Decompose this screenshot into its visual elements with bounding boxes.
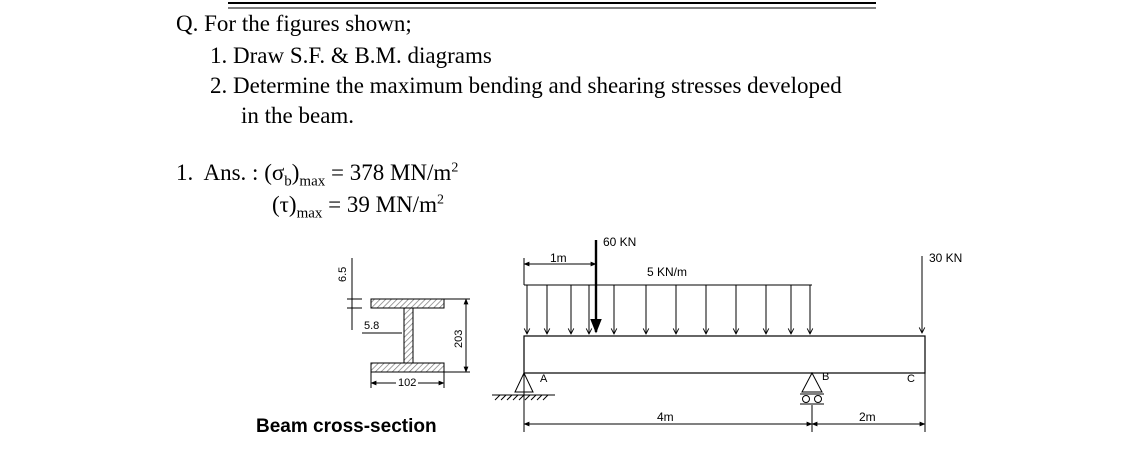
dim-flange-label: 6.5 — [337, 266, 349, 282]
item-number: 2. — [210, 73, 228, 98]
max-sub: max — [296, 205, 323, 222]
item-text: Draw S.F. & B.M. diagrams — [233, 43, 492, 68]
support-b-label: B — [822, 371, 830, 383]
item-text: Determine the maximum bending and shearing stresses developed — [233, 73, 842, 98]
dim-depth-label: 203 — [453, 329, 465, 348]
question-item-1 — [210, 43, 492, 69]
question-item-2-continued: in the beam. — [241, 103, 355, 128]
load-30-label: 30 KN — [929, 251, 963, 265]
dim-4m-label: 4m — [657, 410, 674, 424]
dim-web-label: 5.8 — [364, 320, 380, 332]
sigma-symbol: (σ — [264, 160, 285, 185]
dim-2m-label: 2m — [859, 410, 876, 424]
answer-label: Ans. : — [203, 160, 259, 185]
question-item-2 — [210, 73, 842, 99]
dim-1m-label: 1m — [550, 251, 567, 265]
item-number: 1. — [210, 43, 228, 68]
udl-label: 5 KN/m — [647, 265, 688, 279]
answer-number: 1. — [176, 160, 194, 185]
support-a-label: A — [540, 373, 548, 385]
beam-diagram — [492, 240, 925, 432]
support-b-roller — [800, 373, 824, 404]
beam-body — [524, 336, 925, 373]
udl-arrows — [527, 285, 810, 334]
answer-bending — [176, 160, 458, 191]
answer-shear — [272, 192, 444, 223]
shear-value: = 39 MN/m — [328, 192, 437, 217]
question-heading — [176, 11, 412, 37]
sigma-sub: b — [284, 173, 292, 190]
bottom-flange — [371, 363, 444, 372]
paren-close: ) — [291, 160, 300, 185]
dim-width-label: 102 — [398, 377, 417, 389]
question-prefix: Q. — [176, 11, 199, 36]
top-flange — [371, 299, 444, 308]
bending-value: = 378 MN/m — [331, 160, 452, 185]
max-sub: max — [299, 173, 326, 190]
point-c-label: C — [907, 373, 915, 385]
load-60-label: 60 KN — [603, 235, 637, 249]
shear-exp: 2 — [436, 192, 444, 208]
web — [404, 308, 413, 363]
bending-exp: 2 — [451, 160, 459, 176]
tau-symbol: (τ) — [272, 192, 297, 217]
question-intro: For the figures shown; — [204, 11, 412, 36]
section-caption: Beam cross-section — [256, 416, 437, 437]
